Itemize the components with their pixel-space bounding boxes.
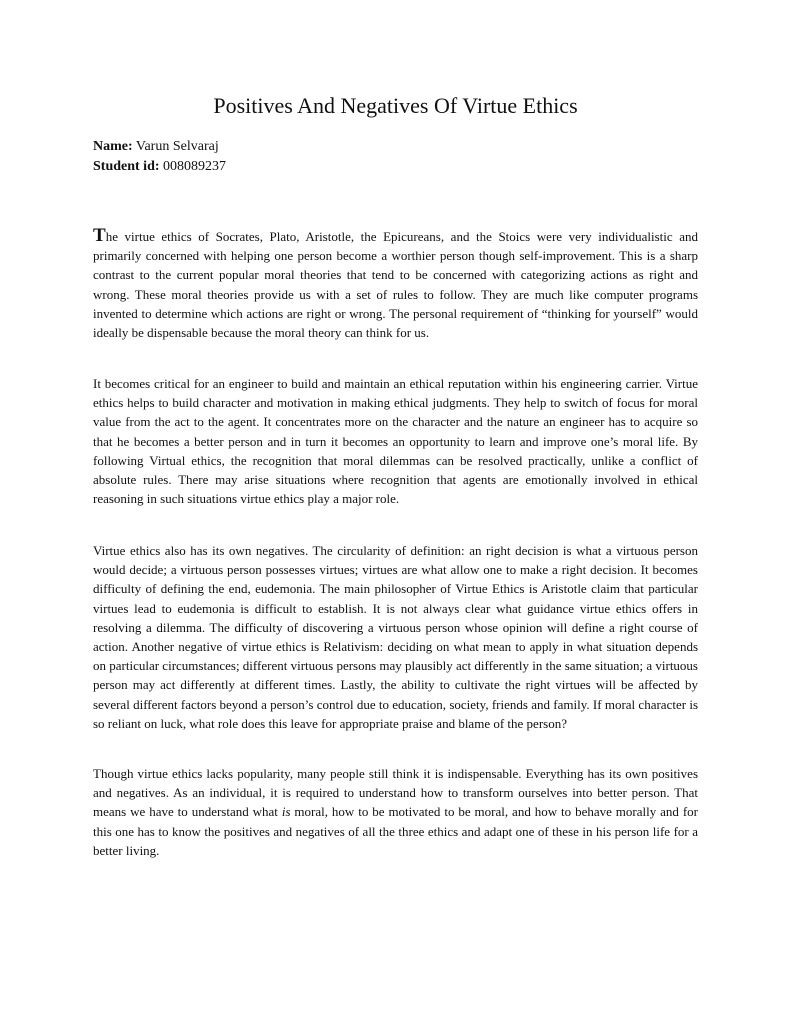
page-title: Positives And Negatives Of Virtue Ethics bbox=[213, 93, 578, 118]
student-id-label: Student id: bbox=[93, 159, 160, 174]
name-value: Varun Selvaraj bbox=[135, 139, 219, 154]
paragraph-intro-text: he virtue ethics of Socrates, Plato, Aristotle, the Epicureans, and the Stoics were very individualistic and primarily concerned with helping one person become a worthier person though self-improvement. This is a sharp contrast to the current popular moral theories that tend to be concerned with categorizing actions as right and wrong. These moral theories provide us with a set of rules to follow. They are much like computer programs invented to determine which actions are right or wrong. The personal requirement of “thinking for yourself” would ideally be dispensable because the moral theory can think for us. bbox=[93, 229, 698, 341]
paragraph-conclusion bbox=[93, 764, 698, 860]
student-id-line bbox=[93, 157, 226, 176]
conclusion-emphasis: is bbox=[281, 804, 291, 820]
paragraph-negatives: Virtue ethics also has its own negatives. The circularity of definition: an right decision is what a virtuous person would decide; a virtuous person possesses virtues; virtues are what allow one to make a right decision. It becomes difficulty of defining the end, eudemonia. The main philosopher of Virtue Ethics is Aristotle claim that particular virtues lead to eudemonia is difficult to establish. It is not always clear what guidance virtue ethics offers in resolving a dilemma. The difficulty of discovering a virtuous person whose opinion will define a right course of action. Another negative of virtue ethics is Relativism: deciding on what mean to apply in what situation depends on particular circumstances; different virtuous persons may plausibly act differently in the same situation; a virtuous person may act differently at different times. Lastly, the ability to cultivate the right virtues will be affected by several different factors beyond a person’s control due to education, society, friends and family. If moral character is so reliant on luck, what role does this leave for appropriate praise and blame of the person? bbox=[93, 543, 698, 731]
student-id-value: 008089237 bbox=[163, 159, 227, 174]
paragraph-positives: It becomes critical for an engineer to build and maintain an ethical reputation within his engineering carrier. Virtue ethics helps to build character and motivation in making ethical judgments. They help to switch of focus for moral value from the act to the agent. It concentrates more on the character and the nature an engineer has to acquire so that he becomes a better person and in turn it becomes an opportunity to learn and improve one’s moral life. By following Virtual ethics, the recognition that moral dilemmas can be resolved practically, unlike a conflict of absolute rules. There may arise situations where recognition that agents are emotionally involved in ethical reasoning in such situations virtue ethics play a major role. bbox=[93, 376, 698, 507]
author-name-line bbox=[93, 137, 219, 156]
name-label: Name: bbox=[93, 139, 133, 154]
paragraph-intro bbox=[93, 226, 698, 342]
drop-cap: T bbox=[93, 225, 106, 246]
conclusion-text-b: moral, how to be motivated to be moral, and how to behave morally and for this one has to know the positives and negatives of all the three ethics and adapt one of these in his person life for a better living. bbox=[93, 804, 698, 858]
conclusion-text-a: Though virtue ethics lacks popularity, many people still think it is indispensable. Everything has its own positives and negatives. As an individual, it is required to understand how to transform ourselves into better person. That means we have to understand what bbox=[93, 766, 698, 820]
